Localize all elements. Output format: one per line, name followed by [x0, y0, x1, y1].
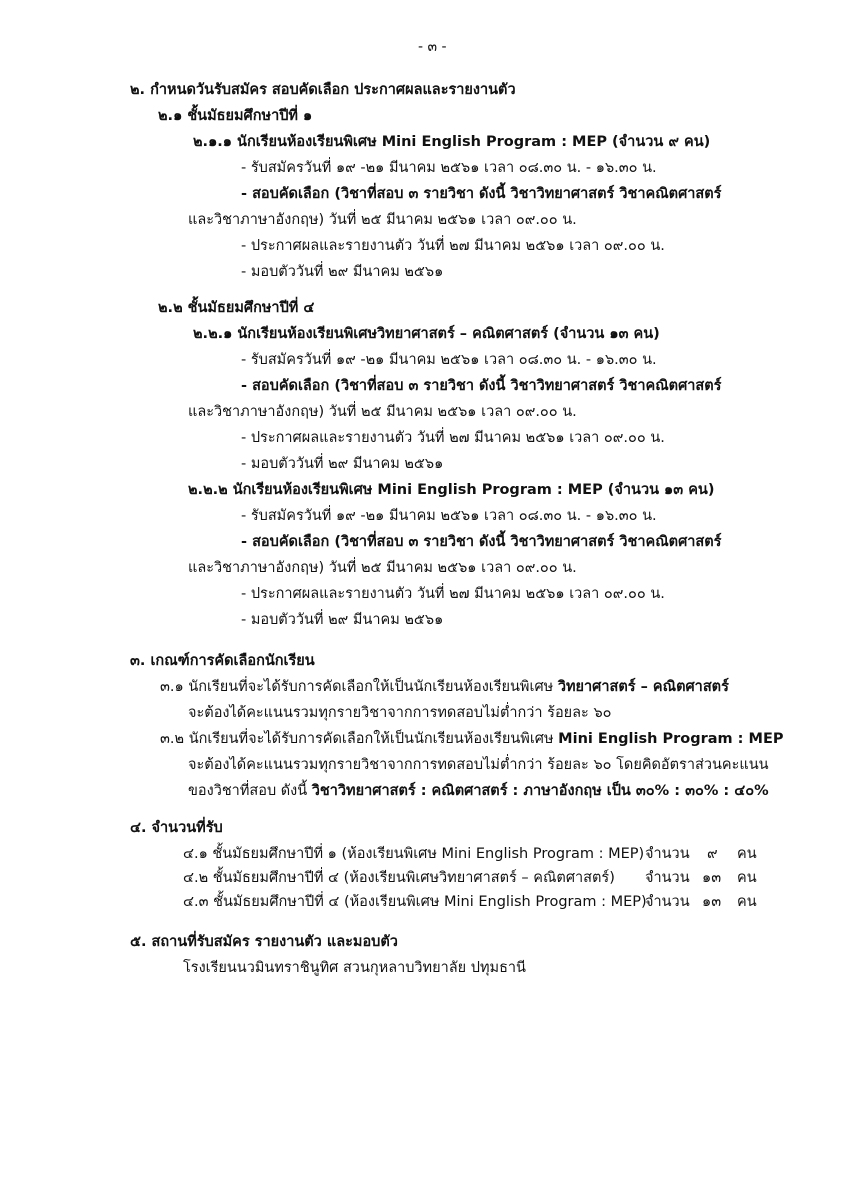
item-2-2-2-exam: - สอบคัดเลือก (วิชาที่สอบ ๓ รายวิชา ดังนี้ วิชาวิทยาศาสตร์ วิชาคณิตศาสตร์ [241, 534, 722, 550]
quota-row-3-amount-label: จำนวน [645, 894, 690, 910]
quota-row-3-amount: ๑๓ [702, 894, 722, 910]
criteria-3-2-ratio-value: วิชาวิทยาศาสตร์ : คณิตศาสตร์ : ภาษาอังกฤษ เป็น ๓๐% : ๓๐% : ๔๐% [311, 783, 769, 799]
item-2-1-1-apply: - รับสมัครวันที่ ๑๙ -๒๑ มีนาคม ๒๕๖๑ เวลา ๐๘.๓๐ น. - ๑๖.๓๐ น. [241, 160, 657, 176]
item-2-2-2-title: ๒.๒.๒ นักเรียนห้องเรียนพิเศษ Mini English Program : MEP (จำนวน ๑๓ คน) [188, 482, 715, 498]
application-place: โรงเรียนนวมินทราชินูทิศ สวนกุหลาบวิทยาลัย ปทุมธานี [183, 960, 526, 976]
section-3-heading: ๓. เกณฑ์การคัดเลือกนักเรียน [130, 653, 315, 669]
item-2-1-1-exam-cont: และวิชาภาษาอังกฤษ) วันที่ ๒๕ มีนาคม ๒๕๖๑ เวลา ๐๙.๐๐ น. [188, 212, 577, 228]
criteria-3-1-cont: จะต้องได้คะแนนรวมทุกรายวิชาจากการทดสอบไม่ต่ำกว่า ร้อยละ ๖๐ [188, 705, 612, 721]
item-2-2-2-apply: - รับสมัครวันที่ ๑๙ -๒๑ มีนาคม ๒๕๖๑ เวลา ๐๘.๓๐ น. - ๑๖.๓๐ น. [241, 508, 657, 524]
item-2-2-1-report: - มอบตัววันที่ ๒๙ มีนาคม ๒๕๖๑ [241, 456, 444, 472]
quota-row-2-amount: ๑๓ [702, 870, 722, 886]
criteria-3-1 [160, 677, 729, 697]
item-2-2-2-report: - มอบตัววันที่ ๒๙ มีนาคม ๒๕๖๑ [241, 612, 444, 628]
item-2-2-2-announce: - ประกาศผลและรายงานตัว วันที่ ๒๗ มีนาคม ๒๕๖๑ เวลา ๐๙.๐๐ น. [241, 586, 665, 602]
item-2-2-1-apply: - รับสมัครวันที่ ๑๙ -๒๑ มีนาคม ๒๕๖๑ เวลา ๐๘.๓๐ น. - ๑๖.๓๐ น. [241, 352, 657, 368]
quota-row-1-unit: คน [737, 846, 757, 862]
item-2-2-1-exam: - สอบคัดเลือก (วิชาที่สอบ ๓ รายวิชา ดังนี้ วิชาวิทยาศาสตร์ วิชาคณิตศาสตร์ [241, 378, 722, 394]
quota-row-2-amount-label: จำนวน [645, 870, 690, 886]
quota-row-1-amount-label: จำนวน [645, 846, 690, 862]
section-2-2-heading: ๒.๒ ชั้นมัธยมศึกษาปีที่ ๔ [158, 300, 315, 316]
item-2-2-1-exam-cont: และวิชาภาษาอังกฤษ) วันที่ ๒๕ มีนาคม ๒๕๖๑ เวลา ๐๙.๐๐ น. [188, 404, 577, 420]
section-5-heading: ๕. สถานที่รับสมัคร รายงานตัว และมอบตัว [130, 934, 398, 950]
criteria-3-2 [160, 729, 783, 749]
item-2-2-2-exam-cont: และวิชาภาษาอังกฤษ) วันที่ ๒๕ มีนาคม ๒๕๖๑ เวลา ๐๙.๐๐ น. [188, 560, 577, 576]
section-4-heading: ๔. จำนวนที่รับ [130, 820, 223, 836]
quota-row-3-unit: คน [737, 894, 757, 910]
criteria-3-1-text: ๓.๑ นักเรียนที่จะได้รับการคัดเลือกให้เป็นนักเรียนห้องเรียนพิเศษ [160, 679, 558, 695]
section-2-1-heading: ๒.๑ ชั้นมัธยมศึกษาปีที่ ๑ [158, 108, 313, 124]
criteria-3-2-program: Mini English Program : MEP [558, 731, 784, 747]
item-2-1-1-announce: - ประกาศผลและรายงานตัว วันที่ ๒๗ มีนาคม ๒๕๖๑ เวลา ๐๙.๐๐ น. [241, 238, 665, 254]
criteria-3-2-cont: จะต้องได้คะแนนรวมทุกรายวิชาจากการทดสอบไม่ต่ำกว่า ร้อยละ ๖๐ โดยคิดอัตราส่วนคะแนน [188, 757, 769, 773]
criteria-3-2-text: ๓.๒ นักเรียนที่จะได้รับการคัดเลือกให้เป็นนักเรียนห้องเรียนพิเศษ [160, 731, 559, 747]
criteria-3-2-ratio [188, 781, 769, 801]
criteria-3-1-program: วิทยาศาสตร์ – คณิตศาสตร์ [557, 679, 729, 695]
quota-row-2-unit: คน [737, 870, 757, 886]
item-2-2-1-title: ๒.๒.๑ นักเรียนห้องเรียนพิเศษวิทยาศาสตร์ – คณิตศาสตร์ (จำนวน ๑๓ คน) [193, 326, 660, 342]
quota-row-1-amount: ๙ [707, 846, 718, 862]
section-2-heading: ๒. กำหนดวันรับสมัคร สอบคัดเลือก ประกาศผลและรายงานตัว [130, 82, 516, 98]
quota-row-2-label: ๔.๒ ชั้นมัธยมศึกษาปีที่ ๔ (ห้องเรียนพิเศษวิทยาศาสตร์ – คณิตศาสตร์) [183, 870, 615, 886]
quota-row-3-label: ๔.๓ ชั้นมัธยมศึกษาปีที่ ๔ (ห้องเรียนพิเศษ Mini English Program : MEP) [183, 894, 647, 910]
page-number: - ๓ - [418, 39, 447, 55]
item-2-1-1-exam: - สอบคัดเลือก (วิชาที่สอบ ๓ รายวิชา ดังนี้ วิชาวิทยาศาสตร์ วิชาคณิตศาสตร์ [241, 186, 722, 202]
item-2-1-1-report: - มอบตัววันที่ ๒๙ มีนาคม ๒๕๖๑ [241, 264, 444, 280]
item-2-2-1-announce: - ประกาศผลและรายงานตัว วันที่ ๒๗ มีนาคม ๒๕๖๑ เวลา ๐๙.๐๐ น. [241, 430, 665, 446]
quota-row-1-label: ๔.๑ ชั้นมัธยมศึกษาปีที่ ๑ (ห้องเรียนพิเศษ Mini English Program : MEP) [183, 846, 645, 862]
criteria-3-2-ratio-label: ของวิชาที่สอบ ดังนี้ [188, 783, 312, 799]
item-2-1-1-title: ๒.๑.๑ นักเรียนห้องเรียนพิเศษ Mini English Program : MEP (จำนวน ๙ คน) [193, 134, 711, 150]
